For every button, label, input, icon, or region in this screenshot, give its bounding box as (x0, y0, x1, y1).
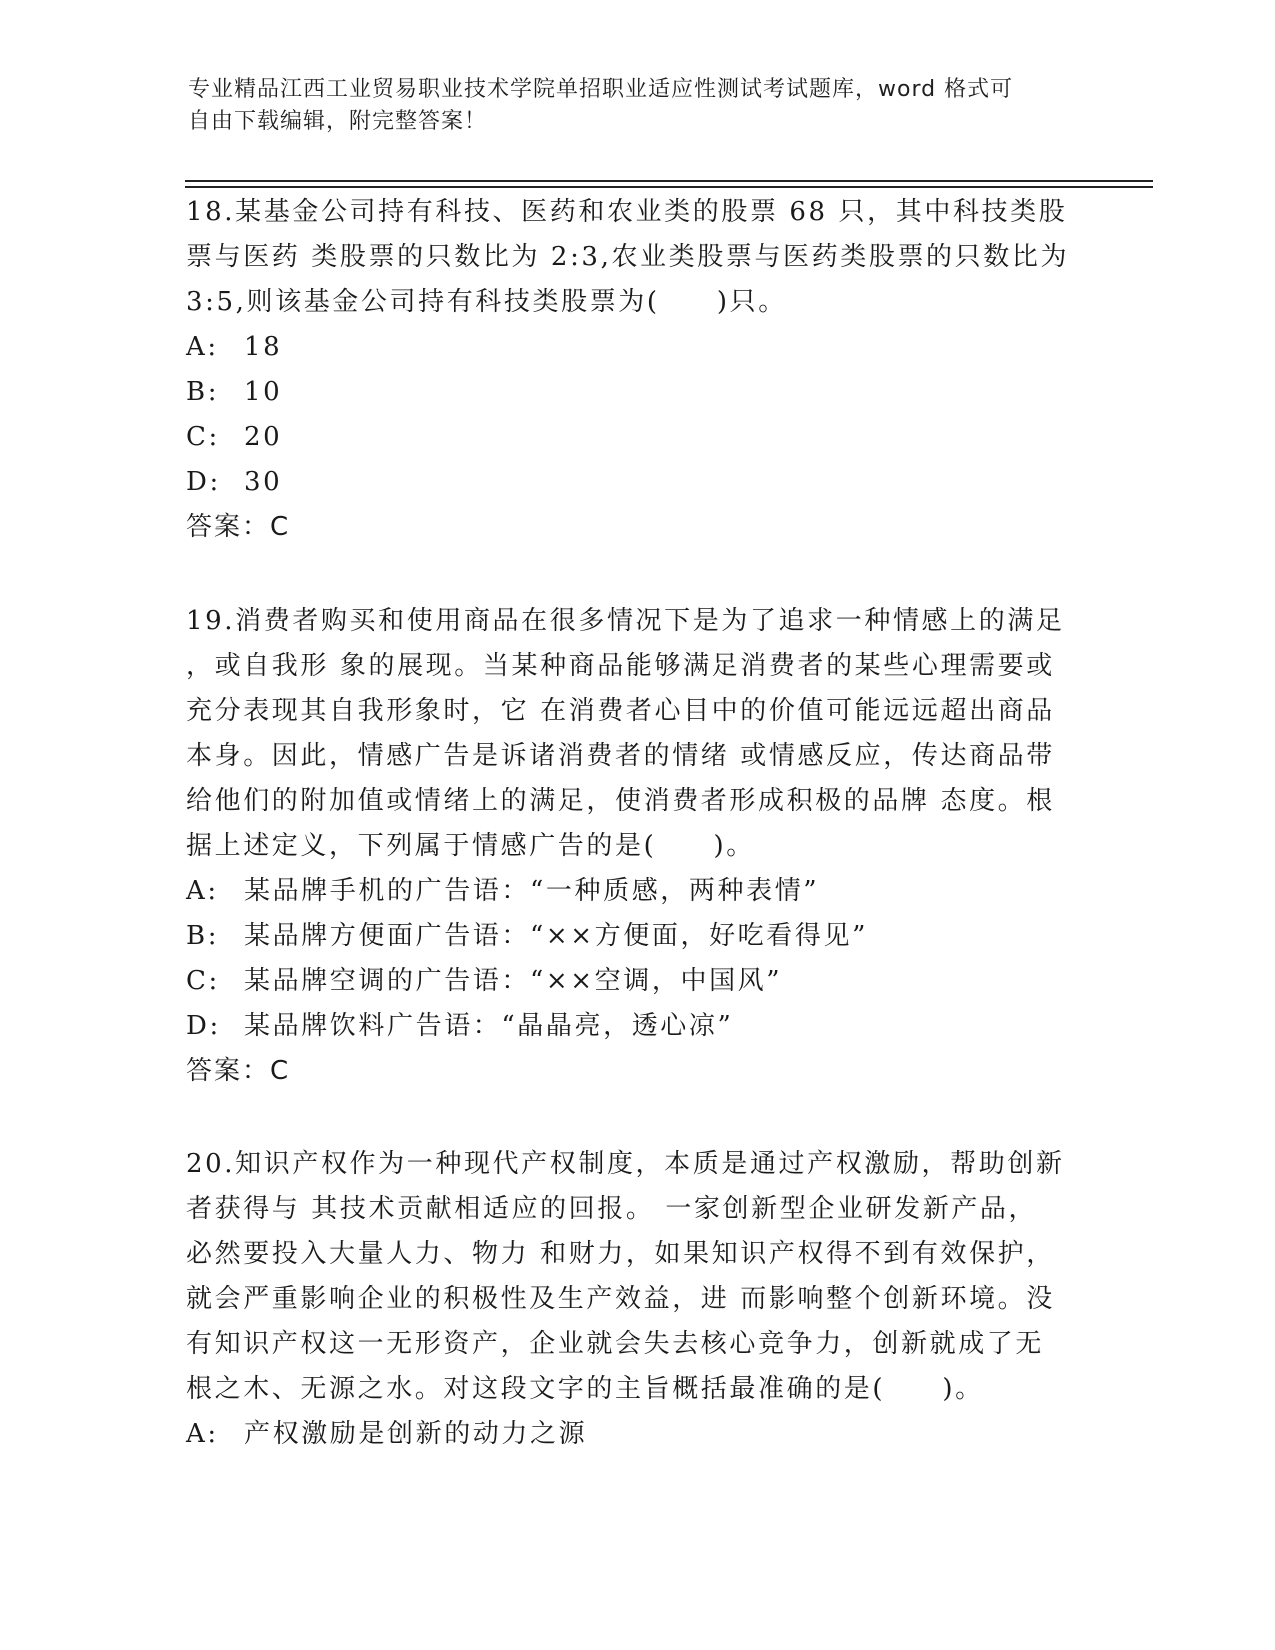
question-stem-line: 19.消费者购买和使用商品在很多情况下是为了追求一种情感上的满足 (186, 606, 1065, 636)
page-header (188, 74, 1068, 138)
option-letter: C: (186, 966, 220, 996)
option-text: 10 (244, 377, 283, 407)
option-a (186, 325, 1086, 370)
answer-line: 答案：C (186, 1056, 291, 1086)
question-stem-line: 据上述定义，下列属于情感广告的是( )。 (186, 831, 755, 861)
question-20 (186, 1142, 1086, 1457)
option-text: 某品牌方便面广告语：“××方便面，好吃看得见” (244, 921, 868, 951)
option-letter: B: (186, 921, 220, 951)
option-letter: B: (186, 377, 220, 407)
option-text: 产权激励是创新的动力之源 (244, 1419, 588, 1449)
question-18 (186, 190, 1086, 550)
header-line-2: 自由下载编辑，附完整答案！ (188, 109, 488, 134)
question-stem-line: 有知识产权这一无形资产，企业就会失去核心竞争力，创新就成了无 (186, 1329, 1045, 1359)
option-text: 某品牌饮料广告语：“晶晶亮，透心凉” (244, 1011, 734, 1041)
option-letter: D: (186, 467, 221, 497)
question-stem-line: 根之木、无源之水。对这段文字的主旨概括最准确的是( )。 (186, 1374, 984, 1404)
option-b (186, 370, 1086, 415)
option-letter: A: (186, 332, 219, 362)
header-rule-bottom (185, 186, 1153, 188)
option-c (186, 959, 1086, 1004)
option-letter: C: (186, 422, 220, 452)
question-stem-line: 本身。因此，情感广告是诉诸消费者的情绪 或情感反应，传达商品带 (186, 741, 1055, 771)
question-stem-line: 给他们的附加值或情绪上的满足，使消费者形成积极的品牌 态度。根 (186, 786, 1055, 816)
question-stem-line: 必然要投入大量人力、物力 和财力，如果知识产权得不到有效保护， (186, 1239, 1055, 1269)
option-a (186, 1412, 1086, 1457)
option-letter: A: (186, 876, 219, 906)
question-stem-line: ，或自我形 象的展现。当某种商品能够满足消费者的某些心理需要或 (186, 651, 1055, 681)
header-line-1: 专业精品江西工业贸易职业技术学院单招职业适应性测试考试题库，word 格式可 (188, 77, 1014, 102)
option-text: 30 (244, 467, 283, 497)
question-stem-line: 票与医药 类股票的只数比为 2:3,农业类股票与医药类股票的只数比为 (186, 242, 1070, 272)
question-stem-line: 3:5,则该基金公司持有科技类股票为( )只。 (186, 287, 787, 317)
option-a (186, 869, 1086, 914)
question-stem-line: 18.某基金公司持有科技、医药和农业类的股票 68 只，其中科技类股 (186, 197, 1068, 227)
question-stem-line: 20.知识产权作为一种现代产权制度，本质是通过产权激励，帮助创新 (186, 1149, 1065, 1179)
option-b (186, 914, 1086, 959)
question-stem-line: 者获得与 其技术贡献相适应的回报。 一家创新型企业研发新产品， (186, 1194, 1038, 1224)
question-stem-line: 就会严重影响企业的积极性及生产效益，进 而影响整个创新环境。没 (186, 1284, 1055, 1314)
option-d (186, 1004, 1086, 1049)
question-19 (186, 599, 1086, 1094)
option-d (186, 460, 1086, 505)
option-letter: A: (186, 1419, 219, 1449)
option-text: 某品牌手机的广告语：“一种质感，两种表情” (244, 876, 820, 906)
option-letter: D: (186, 1011, 221, 1041)
option-text: 20 (244, 422, 283, 452)
option-text: 某品牌空调的广告语：“××空调，中国风” (244, 966, 783, 996)
header-rule-top (185, 180, 1153, 182)
question-stem-line: 充分表现其自我形象时，它 在消费者心目中的价值可能远远超出商品 (186, 696, 1055, 726)
answer-line: 答案：C (186, 512, 291, 542)
option-text: 18 (244, 332, 283, 362)
option-c (186, 415, 1086, 460)
